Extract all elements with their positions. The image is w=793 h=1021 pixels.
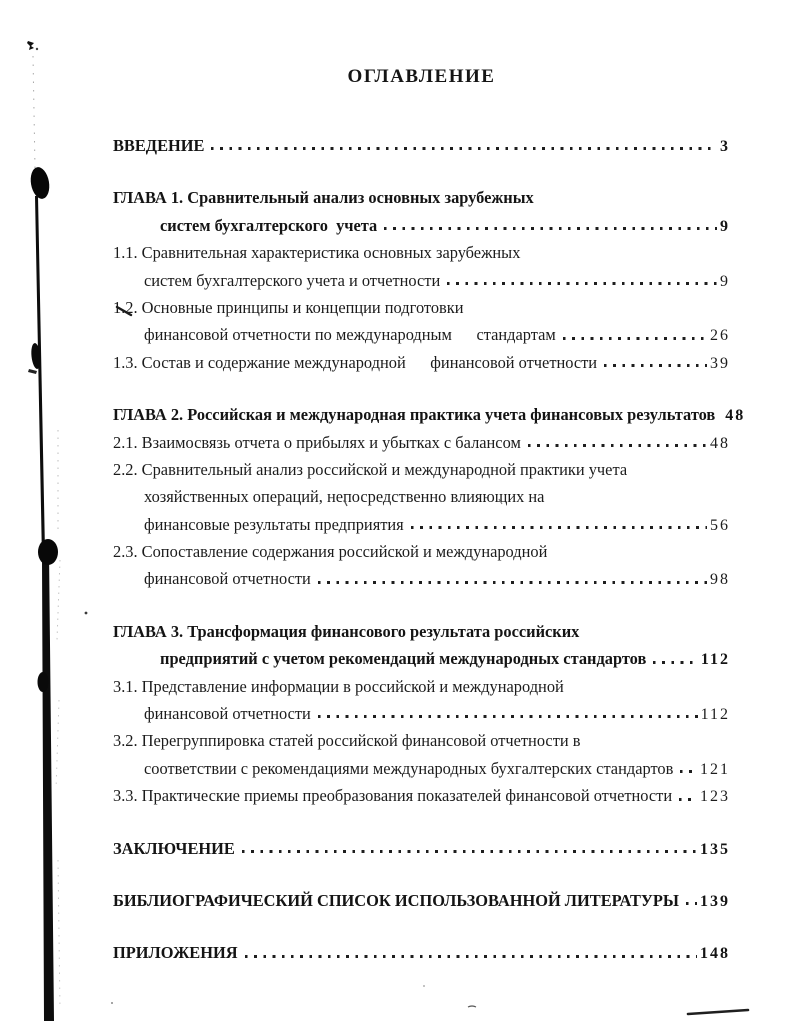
toc-line <box>113 267 730 294</box>
toc-page-number: 48 <box>725 407 746 425</box>
toc-line <box>113 321 730 348</box>
toc-line-text: финансовые результаты предприятия <box>144 514 404 534</box>
toc-line <box>113 673 730 700</box>
dot-leader <box>680 770 697 773</box>
toc-line <box>113 618 730 645</box>
toc-page-number: 121 <box>700 760 730 778</box>
ink-speck <box>28 369 37 374</box>
toc-line-text: ГЛАВА 1. Сравнительный анализ основных зарубежных <box>113 188 534 208</box>
toc-line-text: финансовой отчетности <box>144 569 311 589</box>
toc-line <box>113 887 730 914</box>
toc-line-text: 3.2. Перегруппировка статей российской финансовой отчетности в <box>113 731 581 751</box>
toc-line-text: БИБЛИОГРАФИЧЕСКИЙ СПИСОК ИСПОЛЬЗОВАННОЙ ЛИТЕРАТУРЫ <box>113 890 680 910</box>
toc-line <box>113 700 730 727</box>
toc-content <box>113 62 746 967</box>
toc-page-number: 48 <box>710 434 730 452</box>
toc-line-text: предприятий с учетом рекомендаций международных стандартов <box>160 649 647 669</box>
fold-trace <box>58 860 60 1010</box>
ink-blob <box>38 672 49 692</box>
toc-line-text: 2.1. Взаимосвязь отчета о прибылях и убытках с балансом <box>113 432 521 452</box>
toc-page-number: 123 <box>700 788 730 806</box>
toc-line <box>113 511 730 538</box>
dot-leader <box>411 526 707 529</box>
toc-line-text: 1.2. Основные принципы и концепции подготовки <box>113 297 464 317</box>
toc-line <box>113 401 746 428</box>
toc-line-text: 3.1. Представление информации в российской и международной <box>113 676 564 696</box>
toc-line-text: 1.1. Сравнительная характеристика основных зарубежных <box>113 243 521 263</box>
toc-page-number: 9 <box>720 217 730 235</box>
ink-blob <box>30 343 42 370</box>
ink-speck <box>27 41 34 50</box>
dot-leader <box>242 850 697 853</box>
spine-line <box>35 196 54 1021</box>
toc-page-number: 112 <box>700 651 730 669</box>
dot-leader <box>528 444 707 447</box>
toc-line-text: хозяйственных операций, непосредственно влияющих на <box>144 487 545 507</box>
toc-page-number: 98 <box>710 571 730 589</box>
toc-line <box>113 483 730 510</box>
toc-page-number: 39 <box>710 354 730 372</box>
dot-leader <box>211 147 717 150</box>
dot-leader <box>245 955 697 958</box>
toc-page-number: 56 <box>710 516 730 534</box>
toc-page-number: 139 <box>700 892 730 910</box>
ink-speck <box>85 612 88 615</box>
toc-line <box>113 565 730 592</box>
page-title: ОГЛАВЛЕНИЕ <box>347 66 496 87</box>
ink-dash <box>688 1010 748 1014</box>
dot-leader <box>679 798 697 801</box>
dot-leader <box>447 282 717 285</box>
toc-line <box>113 939 730 966</box>
toc-line-text: 3.3. Практические приемы преобразования показателей финансовой отчетности <box>113 786 673 806</box>
toc-line <box>113 349 730 376</box>
toc-page-number: 3 <box>720 138 730 155</box>
toc-line-text: ГЛАВА 3. Трансформация финансового результата российских <box>113 621 580 641</box>
toc-page-number: 148 <box>700 945 730 963</box>
toc-line-text: 1.3. Состав и содержание международной финансовой отчетности <box>113 352 598 372</box>
dot-leader <box>604 364 707 367</box>
toc-line <box>113 727 730 754</box>
fold-trace <box>33 56 35 168</box>
dot-leader <box>653 661 698 664</box>
toc-line <box>113 782 730 809</box>
toc-line <box>113 755 730 782</box>
fold-trace <box>56 700 59 790</box>
toc-page-number: 135 <box>700 840 730 858</box>
toc-line-text: 2.3. Сопоставление содержания российской и международной <box>113 542 548 562</box>
toc-line-text: систем бухгалтерского учета и отчетности <box>144 270 441 290</box>
toc-line-text: ВВЕДЕНИЕ <box>113 136 205 155</box>
toc-list <box>113 132 746 967</box>
toc-line-text: финансовой отчетности <box>144 704 311 724</box>
toc-line <box>113 429 730 456</box>
toc-line <box>113 239 730 266</box>
dot-leader <box>318 715 698 718</box>
ink-speck <box>423 985 425 987</box>
dot-leader <box>318 581 707 584</box>
toc-line-text: ЗАКЛЮЧЕНИЕ <box>113 838 235 858</box>
toc-line <box>113 456 730 483</box>
toc-line <box>113 212 730 239</box>
ink-speck <box>111 1002 113 1004</box>
toc-line-text: 2.2. Сравнительный анализ российской и международной практики учета <box>113 459 628 479</box>
fold-trace <box>57 560 60 640</box>
toc-line-text: ПРИЛОЖЕНИЯ <box>113 943 238 963</box>
dot-leader <box>563 337 707 340</box>
toc-line <box>113 538 730 565</box>
ink-speck <box>468 1006 476 1007</box>
toc-line-text: финансовой отчетности по международным стандартам <box>144 325 556 345</box>
toc-line <box>113 835 730 862</box>
toc-line-text: ГЛАВА 2. Российская и международная практика учета финансовых результатов <box>113 405 716 425</box>
ink-blob <box>28 166 51 201</box>
ink-speck <box>36 48 38 50</box>
toc-page-number: 26 <box>710 327 730 345</box>
toc-page-number: 112 <box>700 706 730 724</box>
toc-line <box>113 645 730 672</box>
dot-leader <box>686 902 697 905</box>
toc-page-number: 9 <box>720 272 730 290</box>
toc-line <box>113 184 730 211</box>
toc-line-text: систем бухгалтерского учета <box>160 215 378 235</box>
dot-leader <box>384 227 717 230</box>
toc-line-text: соответствии с рекомендациями международных бухгалтерских стандартов <box>144 758 674 778</box>
toc-line <box>113 294 730 321</box>
toc-line <box>113 132 730 159</box>
ink-blob <box>38 539 58 565</box>
